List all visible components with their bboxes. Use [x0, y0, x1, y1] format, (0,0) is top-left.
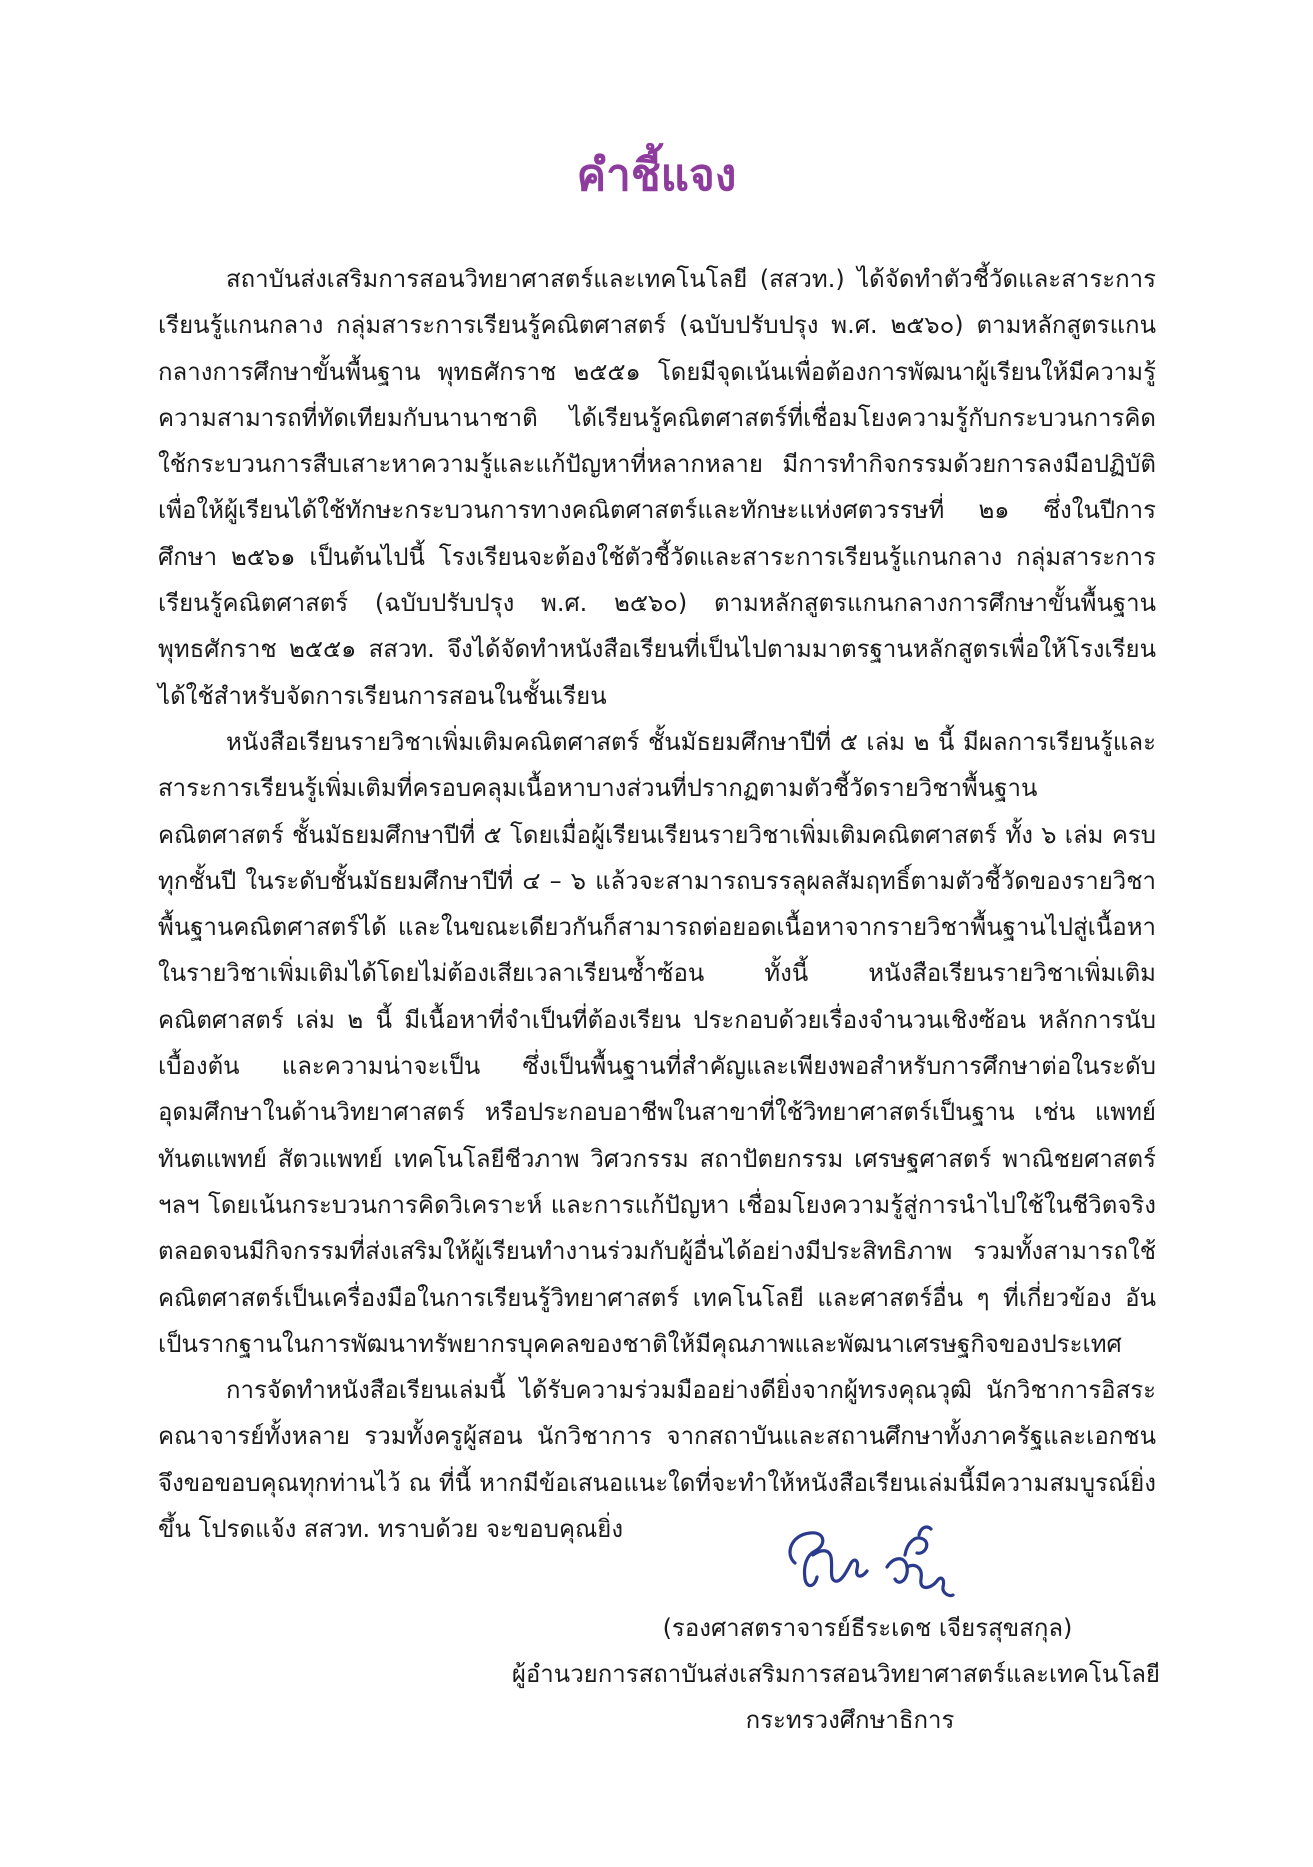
- paragraph-acknowledgement: การจัดทำหนังสือเรียนเล่มนี้ ได้รับความร่วมมืออย่างดียิ่งจากผู้ทรงคุณวุฒิ นักวิชาการอิสระ คณาจารย์ทั้งหลาย รวมทั้งครูผู้สอน นักวิชาการ จากสถาบันและสถานศึกษาทั้งภาครัฐและเอกชน จึงขอขอบคุณทุกท่านไว้ ณ ที่นี้ หากมีข้อเสนอแนะใดที่จะทำให้หนังสือเรียนเล่มนี้มีความสมบูรณ์ยิ่งขึ้น โปรดแจ้ง สสวท. ทราบด้วย จะขอบคุณยิ่ง: [158, 1376, 1156, 1544]
- signatory-organization: กระทรวงศึกษาธิการ: [745, 1706, 955, 1734]
- paragraph-textbook-content: หนังสือเรียนรายวิชาเพิ่มเติมคณิตศาสตร์ ชั้นมัธยมศึกษาปีที่ ๕ เล่ม ๒ นี้ มีผลการเรียนรู้และสาระการเรียนรู้เพิ่มเติมที่ครอบคลุมเนื้อหาบางส่วนที่ปรากฏตามตัวชี้วัดรายวิชาพื้นฐานคณิตศาสตร์ ชั้นมัธยมศึกษาปีที่ ๕ โดยเมื่อผู้เรียนเรียนรายวิชาเพิ่มเติมคณิตศาสตร์ ทั้ง ๖ เล่ม ครบทุกชั้นปี ในระดับชั้นมัธยมศึกษาปีที่ ๔ – ๖ แล้วจะสามารถบรรลุผลสัมฤทธิ์ตามตัวชี้วัดของรายวิชาพื้นฐานคณิตศาสตร์ได้ และในขณะเดียวกันก็สามารถต่อยอดเนื้อหาจากรายวิชาพื้นฐานไปสู่เนื้อหาในรายวิชาเพิ่มเติมได้โดยไม่ต้องเสียเวลาเรียนซ้ำซ้อน ทั้งนี้ หนังสือเรียนรายวิชาเพิ่มเติมคณิตศาสตร์ เล่ม ๒ นี้ มีเนื้อหาที่จำเป็นที่ต้องเรียน ประกอบด้วยเรื่องจำนวนเชิงซ้อน หลักการนับเบื้องต้น และความน่าจะเป็น ซึ่งเป็นพื้นฐานที่สำคัญและเพียงพอสำหรับการศึกษาต่อในระดับอุดมศึกษาในด้านวิทยาศาสตร์ หรือประกอบอาชีพในสาขาที่ใช้วิทยาศาสตร์เป็นฐาน เช่น แพทย์ ทันตแพทย์ สัตวแพทย์ เทคโนโลยีชีวภาพ วิศวกรรม สถาปัตยกรรม เศรษฐศาสตร์ พาณิชยศาสตร์ ฯลฯ โดยเน้นกระบวนการคิดวิเคราะห์ และการแก้ปัญหา เชื่อมโยงความรู้สู่การนำไปใช้ในชีวิตจริง ตลอดจนมีกิจกรรมที่ส่งเสริมให้ผู้เรียนทำงานร่วมกับผู้อื่นได้อย่างมีประสิทธิภาพ รวมทั้งสามารถใช้คณิตศาสตร์เป็นเครื่องมือในการเรียนรู้วิทยาศาสตร์ เทคโนโลยี และศาสตร์อื่น ๆ ที่เกี่ยวข้อง อันเป็นรากฐานในการพัฒนาทรัพยากรบุคคลของชาติให้มีคุณภาพและพัฒนาเศรษฐกิจของประเทศ: [158, 727, 1156, 1358]
- paragraph-intro: สถาบันส่งเสริมการสอนวิทยาศาสตร์และเทคโนโลยี (สสวท.) ได้จัดทำตัวชี้วัดและสาระการเรียนรู้แกนกลาง กลุ่มสาระการเรียนรู้คณิตศาสตร์ (ฉบับปรับปรุง พ.ศ. ๒๕๖๐) ตามหลักสูตรแกนกลางการศึกษาขั้นพื้นฐาน พุทธศักราช ๒๕๕๑ โดยมีจุดเน้นเพื่อต้องการพัฒนาผู้เรียนให้มีความรู้ความสามารถที่ทัดเทียมกับนานาชาติ ได้เรียนรู้คณิตศาสตร์ที่เชื่อมโยงความรู้กับกระบวนการคิด ใช้กระบวนการสืบเสาะหาความรู้และแก้ปัญหาที่หลากหลาย มีการทำกิจกรรมด้วยการลงมือปฏิบัติ เพื่อให้ผู้เรียนได้ใช้ทักษะกระบวนการทางคณิตศาสตร์และทักษะแห่งศตวรรษที่ ๒๑ ซึ่งในปีการศึกษา ๒๕๖๑ เป็นต้นไปนี้ โรงเรียนจะต้องใช้ตัวชี้วัดและสาระการเรียนรู้แกนกลาง กลุ่มสาระการเรียนรู้คณิตศาสตร์ (ฉบับปรับปรุง พ.ศ. ๒๕๖๐) ตามหลักสูตรแกนกลางการศึกษาขั้นพื้นฐาน พุทธศักราช ๒๕๕๑ สสวท. จึงได้จัดทำหนังสือเรียนที่เป็นไปตามมาตรฐานหลักสูตรเพื่อให้โรงเรียนได้ใช้สำหรับจัดการเรียนการสอนในชั้นเรียน: [158, 265, 1156, 710]
- page-title: คำชี้แจง: [576, 150, 737, 201]
- signatory-block: [500, 1605, 1160, 1743]
- signature-drawing: [755, 1505, 965, 1605]
- signatory-name: (รองศาสตราจารย์ธีระเดช เจียรสุขสกุล): [662, 1614, 1073, 1642]
- signatory-position: ผู้อำนวยการสถาบันส่งเสริมการสอนวิทยาศาสตร์และเทคโนโลยี: [511, 1660, 1160, 1688]
- document-body: [158, 256, 1156, 1552]
- handwritten-signature: [755, 1505, 965, 1605]
